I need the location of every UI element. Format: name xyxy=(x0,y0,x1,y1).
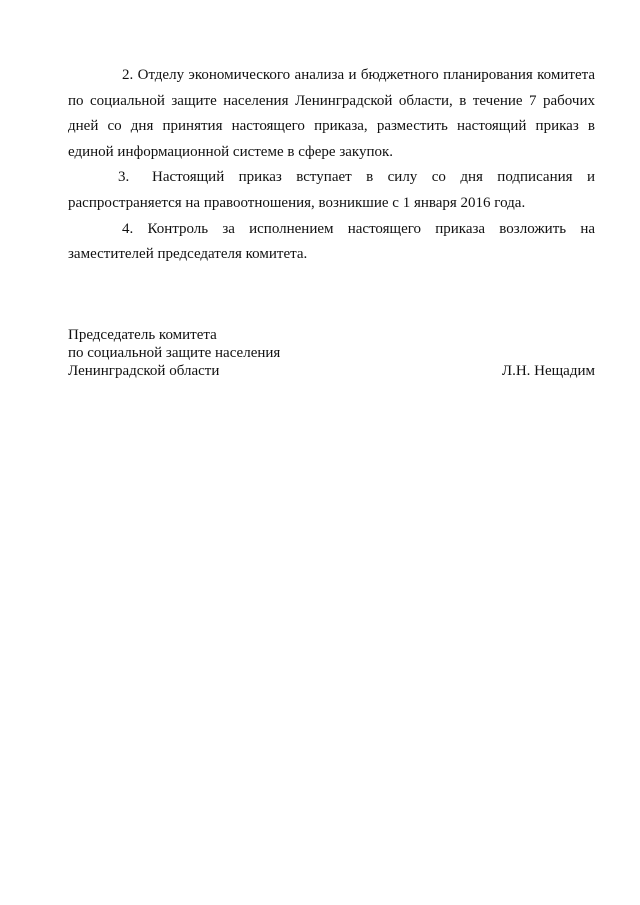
signature-block xyxy=(68,326,595,380)
paragraph-number: 3. xyxy=(118,169,130,186)
signatory-position-line1: Председатель комитета xyxy=(68,327,217,343)
paragraph-4 xyxy=(68,217,595,268)
paragraph-text: Контроль за исполнением настоящего приказа возложить на заместителей председателя комитета. xyxy=(68,220,595,263)
paragraph-number: 4. xyxy=(122,220,134,237)
paragraph-text: Отделу экономического анализа и бюджетного планирования комитета по социальной защите населения Ленинградской области, в течение 7 рабочих дней со дня принятия настоящего приказа, разместить настоящий приказ в единой информационной системе в сфере закупок. xyxy=(68,67,596,160)
paragraph-number: 2. xyxy=(122,67,134,83)
paragraph-3 xyxy=(68,165,595,216)
signatory-position-line2: по социальной защите населения xyxy=(68,345,281,361)
order-body xyxy=(68,63,595,268)
signatory-name: Л.Н. Нещадим xyxy=(501,363,595,379)
paragraph-2 xyxy=(68,63,595,165)
signature-row xyxy=(68,362,595,380)
paragraph-text: Настоящий приказ вступает в силу со дня подписания и распространяется на правоотношения, возникшие с 1 января 2016 года. xyxy=(68,169,595,211)
signatory-position-line3: Ленинградской области xyxy=(68,363,220,379)
